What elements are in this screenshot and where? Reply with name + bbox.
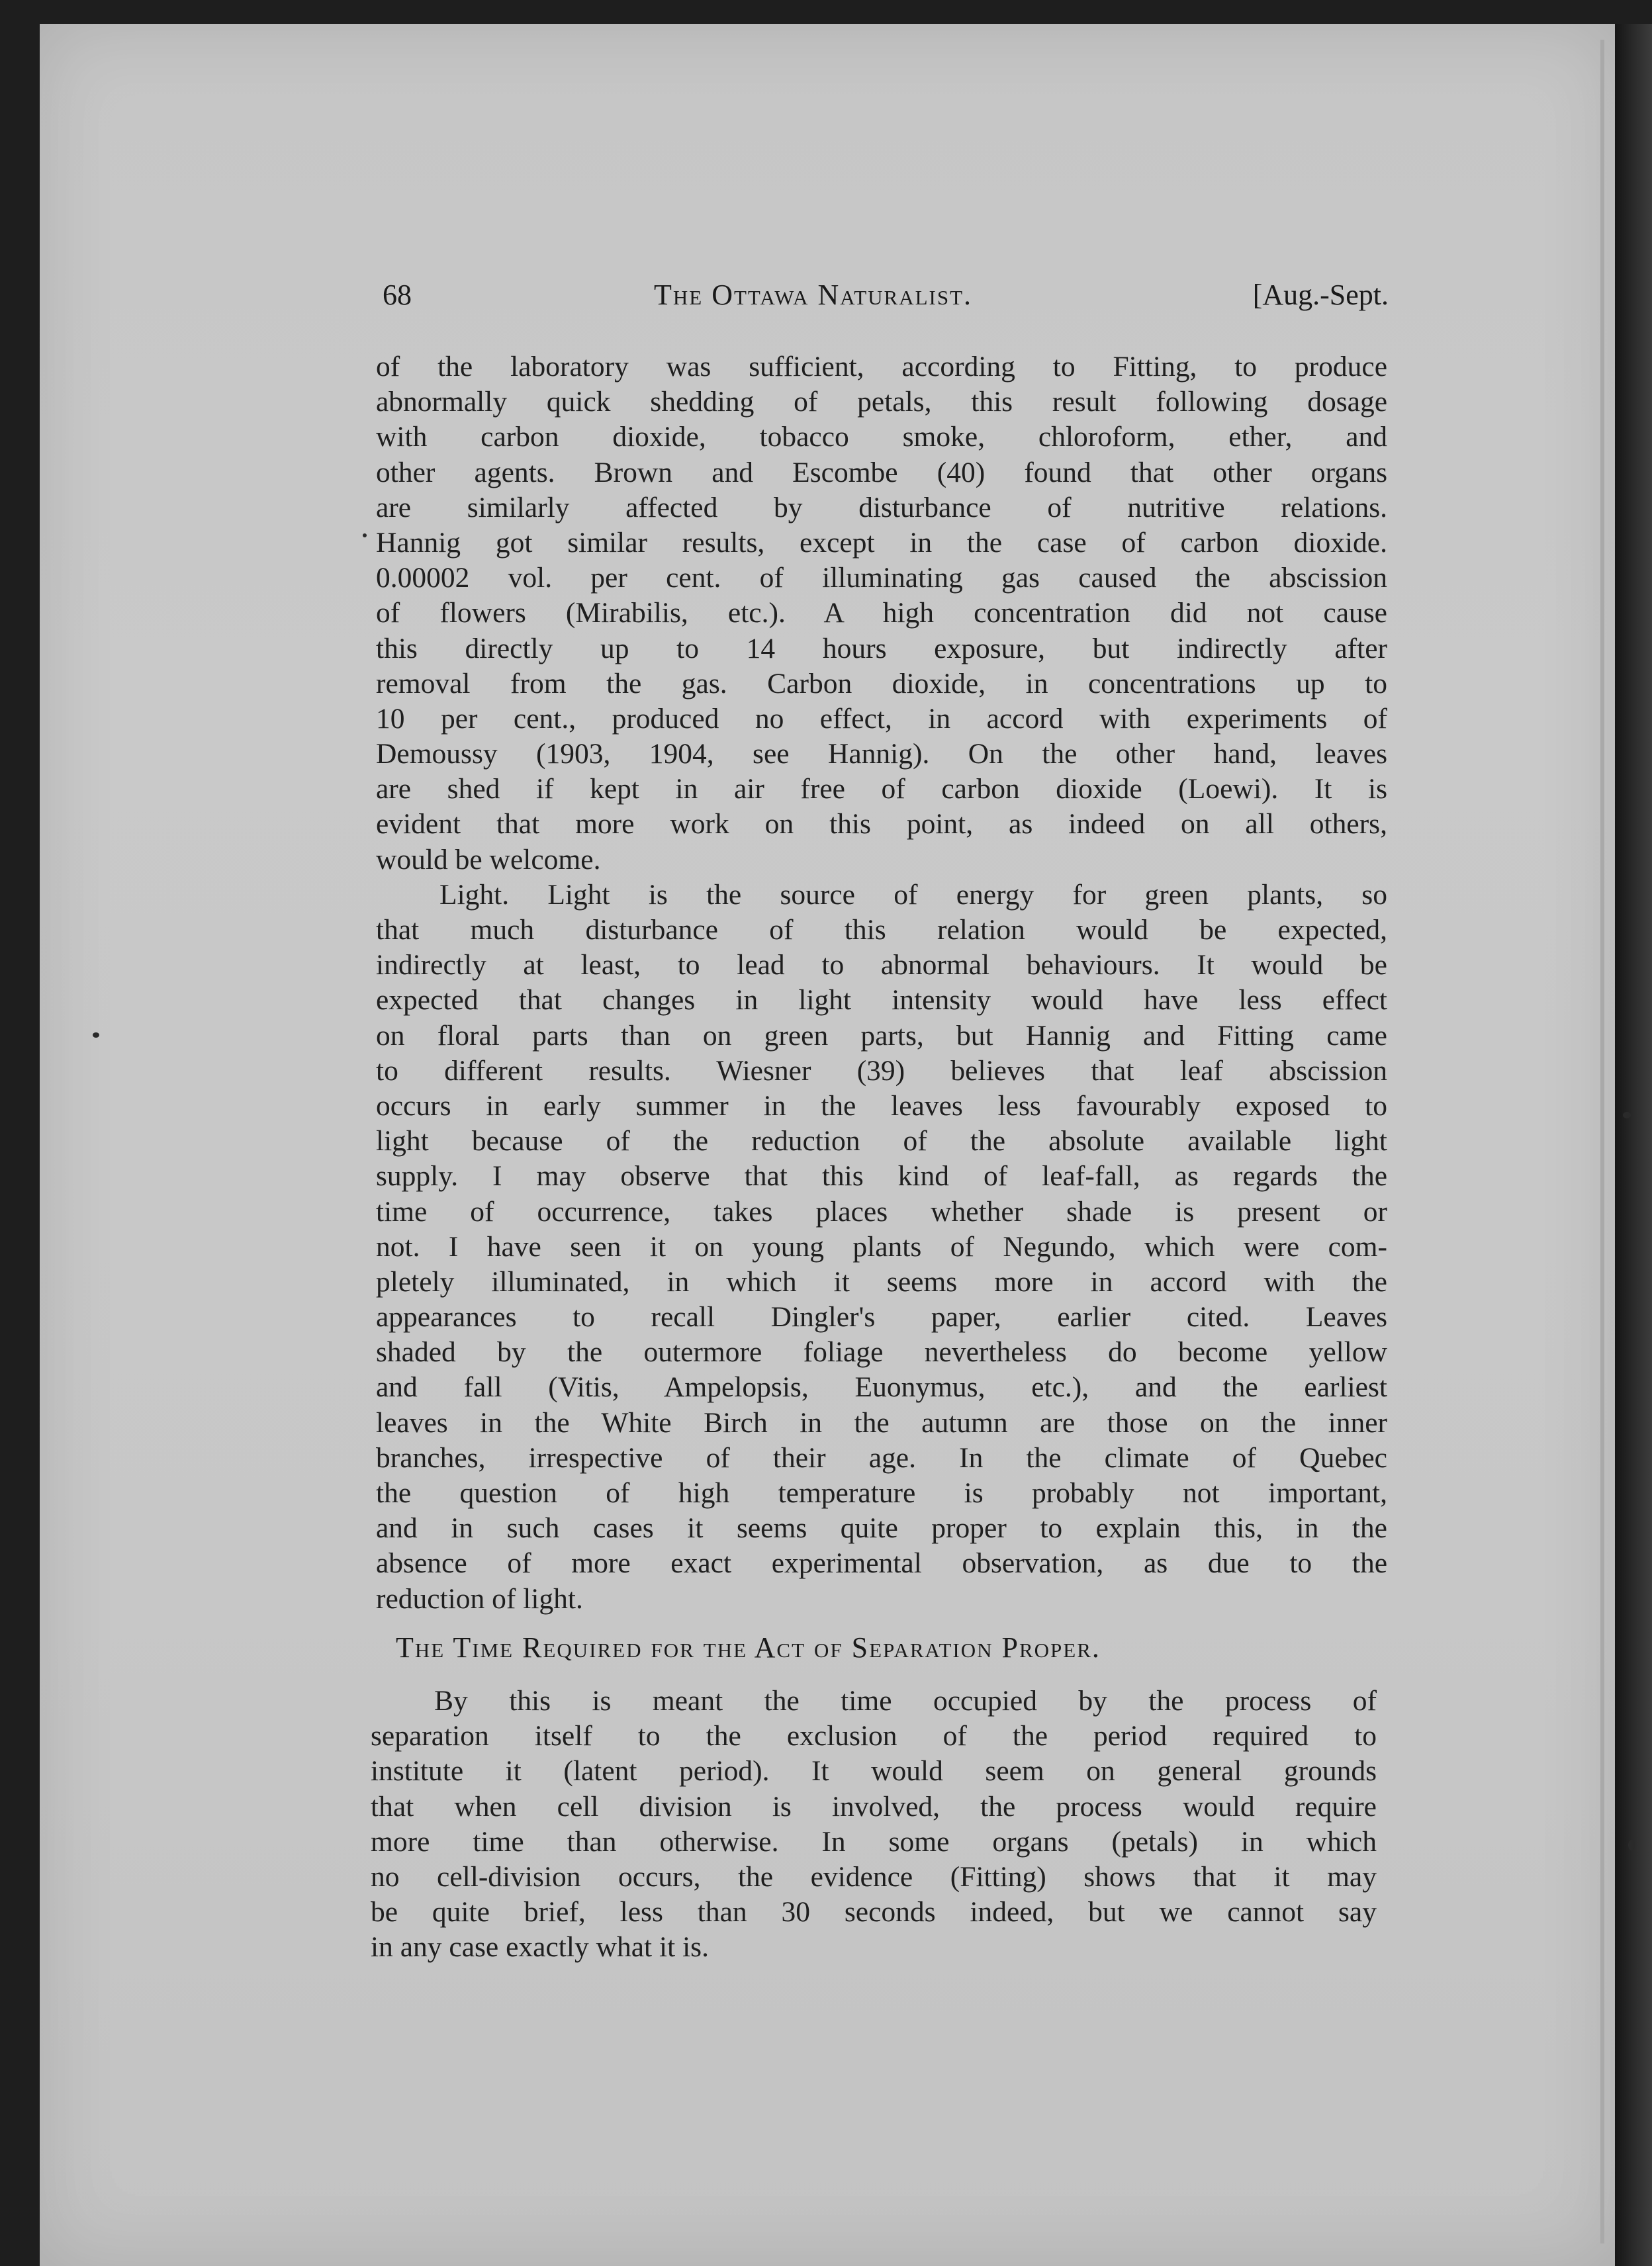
paragraph-light — [376, 878, 1387, 1617]
paragraph-1 — [376, 349, 1387, 878]
text-line: branches, irrespective of their age. In the climate of Quebec — [376, 1441, 1387, 1474]
section-text — [371, 1684, 1377, 1966]
text-line: indirectly at least, to lead to abnormal behaviours. It would be — [376, 949, 1387, 981]
text-line: be quite brief, less than 30 seconds indeed, but we cannot say — [371, 1896, 1377, 1928]
text-line: removal from the gas. Carbon dioxide, in concentrations up to — [376, 667, 1387, 700]
text-line: the question of high temperature is probably not important, — [376, 1477, 1387, 1509]
text-line: supply. I may observe that this kind of leaf-fall, as regards the — [376, 1160, 1387, 1193]
text-line: of flowers (Mirabilis, etc.). A high concentration did not cause — [376, 597, 1387, 629]
scan-speck — [1623, 1112, 1631, 1118]
scan-speck — [363, 533, 367, 537]
text-line: no cell-division occurs, the evidence (Fitting) shows that it may — [371, 1860, 1377, 1893]
text-line: occurs in early summer in the leaves less favourably exposed to — [376, 1089, 1387, 1122]
text-line: time of occurrence, takes places whether shade is present or — [376, 1195, 1387, 1228]
text-line: reduction of light. — [376, 1582, 583, 1615]
text-line: 10 per cent., produced no effect, in accord with experiments of — [376, 702, 1387, 735]
text-line: of the laboratory was sufficient, according to Fitting, to produce — [376, 351, 1387, 383]
text-line: light because of the reduction of the absolute available light — [376, 1125, 1387, 1157]
text-line: and fall (Vitis, Ampelopsis, Euonymus, etc.), and the earliest — [376, 1371, 1387, 1404]
text-line: and in such cases it seems quite proper to explain this, in the — [376, 1512, 1387, 1545]
main-text — [376, 349, 1387, 1617]
running-header — [383, 278, 1389, 324]
scan-speck — [1628, 1840, 1635, 1850]
text-line: other agents. Brown and Escombe (40) found that other organs — [376, 456, 1387, 488]
text-line: leaves in the White Birch in the autumn are those on the inner — [376, 1406, 1387, 1439]
text-line: Hannig got similar results, except in the case of carbon dioxide. — [376, 526, 1387, 559]
text-line: in any case exactly what it is. — [371, 1931, 709, 1964]
text-line: this directly up to 14 hours exposure, but indirectly after — [376, 632, 1387, 664]
text-line: separation itself to the exclusion of the period required to — [371, 1720, 1377, 1752]
text-line: with carbon dioxide, tobacco smoke, chloroform, ether, and — [376, 421, 1387, 453]
next-page-edge — [1615, 24, 1652, 2266]
text-line: abnormally quick shedding of petals, this result following dosage — [376, 386, 1387, 418]
text-line: shaded by the outermore foliage nevertheless do become yellow — [376, 1336, 1387, 1369]
text-line: would be welcome. — [376, 843, 601, 876]
text-line: not. I have seen it on young plants of Negundo, which were com- — [376, 1230, 1387, 1263]
issue-date: [Aug.-Sept. — [1252, 279, 1389, 311]
text-line: more time than otherwise. In some organs (petals) in which — [371, 1825, 1377, 1858]
text-line: to different results. Wiesner (39) believes that leaf abscission — [376, 1054, 1387, 1087]
text-line: pletely illuminated, in which it seems more in accord with the — [376, 1265, 1387, 1298]
text-line: Light. Light is the source of energy for green plants, so — [439, 878, 1387, 911]
scan-speck — [93, 1032, 99, 1038]
text-line: Demoussy (1903, 1904, see Hannig). On the other hand, leaves — [376, 738, 1387, 770]
text-line: that when cell division is involved, the process would require — [371, 1790, 1377, 1823]
section-heading: The Time Required for the Act of Separation Proper. — [396, 1631, 1101, 1664]
text-line: By this is meant the time occupied by the process of — [434, 1685, 1377, 1717]
text-line: that much disturbance of this relation would be expected, — [376, 914, 1387, 946]
text-line: absence of more exact experimental observation, as due to the — [376, 1547, 1387, 1580]
page-number: 68 — [383, 279, 412, 311]
text-line: are shed if kept in air free of carbon dioxide (Loewi). It is — [376, 773, 1387, 805]
page-edge-line — [1600, 40, 1604, 2243]
text-line: on floral parts than on green parts, but Hannig and Fitting came — [376, 1019, 1387, 1052]
text-line: 0.00002 vol. per cent. of illuminating gas caused the abscission — [376, 562, 1387, 594]
text-line: appearances to recall Dingler's paper, earlier cited. Leaves — [376, 1301, 1387, 1334]
text-line: evident that more work on this point, as indeed on all others, — [376, 808, 1387, 840]
text-line: institute it (latent period). It would seem on general grounds — [371, 1755, 1377, 1788]
text-line: are similarly affected by disturbance of nutritive relations. — [376, 491, 1387, 523]
text-line: expected that changes in light intensity would have less effect — [376, 984, 1387, 1017]
running-title: The Ottawa Naturalist. — [654, 279, 973, 311]
